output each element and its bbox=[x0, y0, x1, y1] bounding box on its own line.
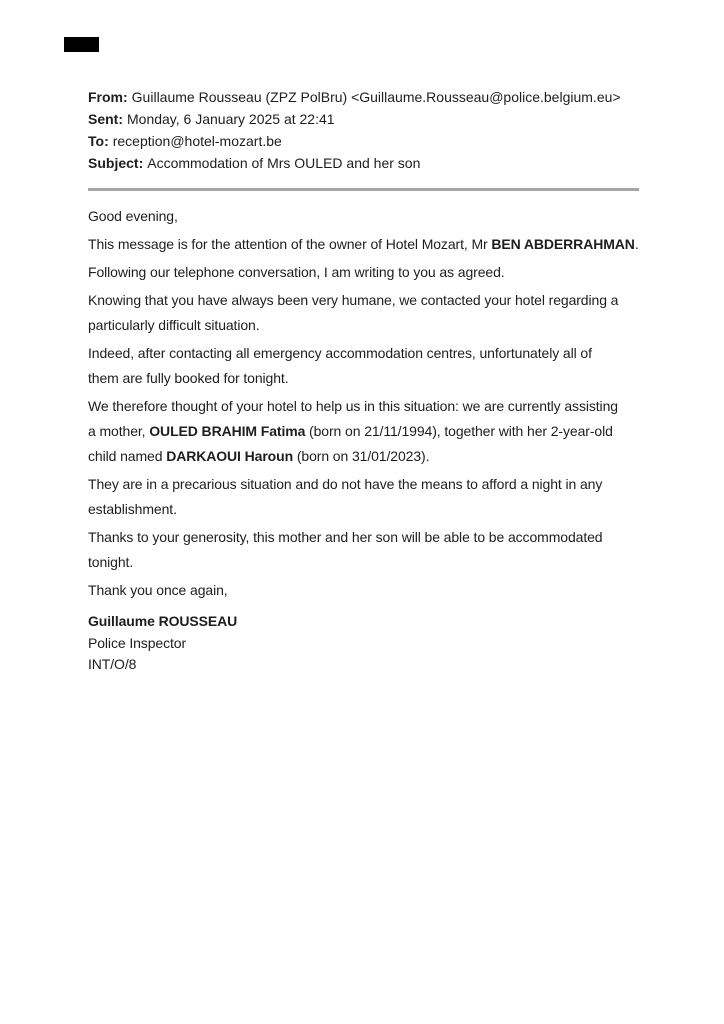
paragraph-attention bbox=[88, 232, 642, 257]
text-run: They are in a precarious situation and do not have the means to afford a night in any bbox=[88, 476, 603, 492]
to-label: To: bbox=[88, 133, 109, 149]
text-run-bold: DARKAOUI Haroun bbox=[166, 448, 294, 464]
text-run: Following our telephone conversation, I am writing to you as agreed. bbox=[88, 264, 505, 280]
header-from-row bbox=[88, 86, 642, 108]
text-run: We therefore thought of your hotel to help us in this situation: we are currently assisting bbox=[88, 398, 618, 414]
paragraph-thanks bbox=[88, 525, 642, 575]
signature-name: Guillaume ROUSSEAU bbox=[88, 613, 238, 629]
text-run: Indeed, after contacting all emergency accommodation centres, unfortunately all of bbox=[88, 345, 592, 361]
email-body bbox=[88, 204, 642, 603]
from-label: From: bbox=[88, 89, 128, 105]
header-divider bbox=[88, 188, 639, 191]
to-value: reception@hotel-mozart.be bbox=[112, 133, 282, 149]
text-run: Thank you once again, bbox=[88, 582, 228, 598]
text-run: establishment. bbox=[88, 501, 177, 517]
redacted-logo bbox=[64, 37, 99, 52]
text-run: Good evening, bbox=[88, 208, 178, 224]
text-run: . bbox=[634, 236, 639, 252]
text-run-bold: BEN ABDERRAHMAN bbox=[491, 236, 635, 252]
signature-unit: INT/O/8 bbox=[88, 656, 137, 672]
paragraph-greeting bbox=[88, 204, 642, 229]
email-content bbox=[88, 86, 642, 675]
text-run: tonight. bbox=[88, 554, 134, 570]
paragraph-knowing bbox=[88, 288, 642, 338]
text-run: (born on 21/11/1994), together with her 2-year-old bbox=[305, 423, 613, 439]
sent-label: Sent: bbox=[88, 111, 123, 127]
email-header bbox=[88, 86, 642, 174]
header-subject-row bbox=[88, 152, 642, 174]
header-sent-row bbox=[88, 108, 642, 130]
text-run: particularly difficult situation. bbox=[88, 317, 260, 333]
paragraph-thankyou bbox=[88, 578, 642, 603]
paragraph-indeed bbox=[88, 341, 642, 391]
text-run-bold: OULED BRAHIM Fatima bbox=[149, 423, 306, 439]
signature-block bbox=[88, 609, 642, 675]
from-value: Guillaume Rousseau (ZPZ PolBru) <Guillaume.Rousseau@police.belgium.eu> bbox=[131, 89, 621, 105]
signature-title: Police Inspector bbox=[88, 635, 187, 651]
text-run: a mother, bbox=[88, 423, 150, 439]
text-run: (born on 31/01/2023). bbox=[293, 448, 430, 464]
text-run: Knowing that you have always been very humane, we contacted your hotel regarding a bbox=[88, 292, 619, 308]
subject-label: Subject: bbox=[88, 155, 144, 171]
paragraph-assisting bbox=[88, 394, 642, 469]
text-run: child named bbox=[88, 448, 167, 464]
text-run: Thanks to your generosity, this mother and her son will be able to be accommodated bbox=[88, 529, 603, 545]
subject-value: Accommodation of Mrs OULED and her son bbox=[147, 155, 421, 171]
text-run: This message is for the attention of the owner of Hotel Mozart, Mr bbox=[88, 236, 492, 252]
paragraph-precarious bbox=[88, 472, 642, 522]
sent-value: Monday, 6 January 2025 at 22:41 bbox=[127, 111, 335, 127]
header-to-row bbox=[88, 130, 642, 152]
text-run: them are fully booked for tonight. bbox=[88, 370, 289, 386]
paragraph-following bbox=[88, 260, 642, 285]
